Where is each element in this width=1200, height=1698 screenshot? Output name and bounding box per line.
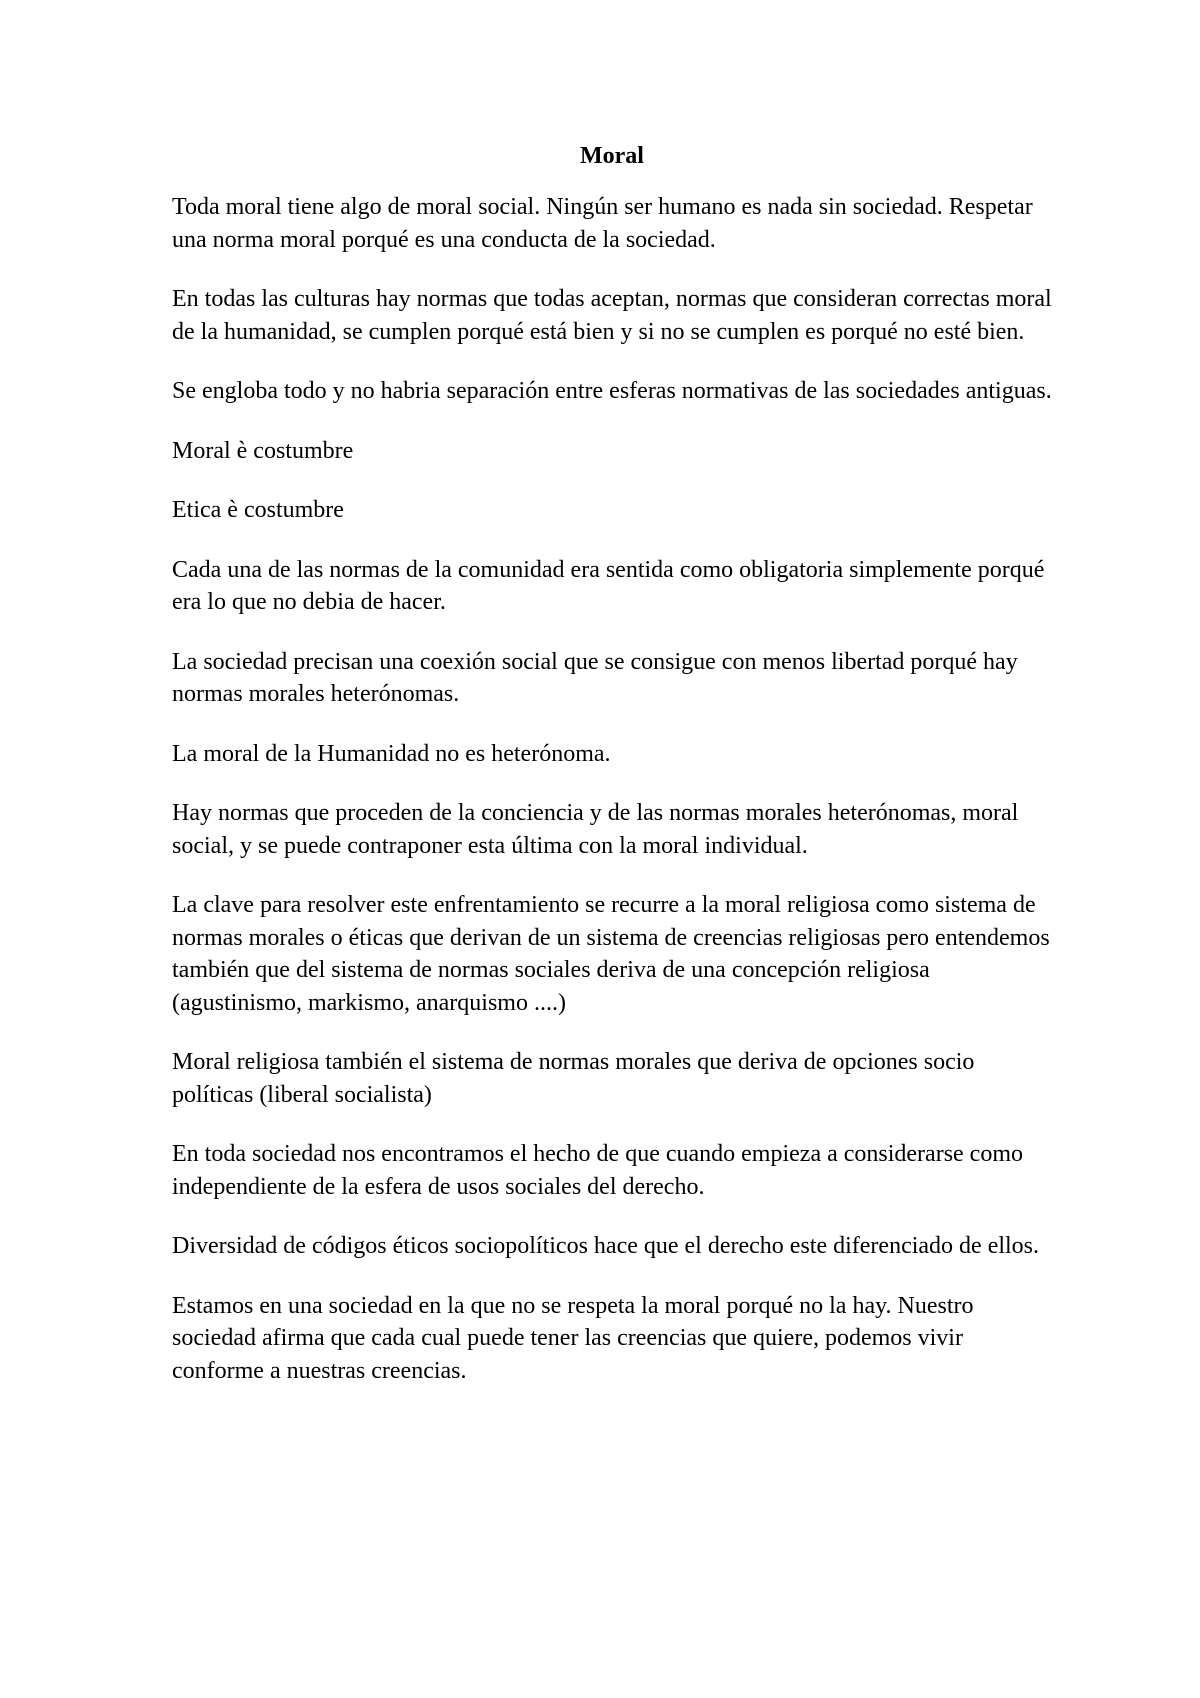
paragraph-9: Hay normas que proceden de la conciencia y de las normas morales heterónomas, moral social, y se puede contraponer esta última con la moral individual. [172,800,1019,859]
paragraph-14: Estamos en una sociedad en la que no se respeta la moral porqué no la hay. Nuestro sociedad afirma que cada cual puede tener las creencias que quiere, podemos vivir conforme a nuestras creencias. [172,1292,974,1384]
paragraph-1: Toda moral tiene algo de moral social. Ningún ser humano es nada sin sociedad. Respetar una norma moral porqué es una conducta de la sociedad. [172,194,1033,253]
paragraph-4: Moral è costumbre [172,437,354,464]
paragraph-7: La sociedad precisan una coexión social que se consigue con menos libertad porqué hay normas morales heterónomas. [172,648,1018,707]
page-title: Moral [580,143,644,169]
paragraph-3: Se engloba todo y no habria separación entre esferas normativas de las sociedades antiguas. [172,378,1052,404]
paragraph-12: En toda sociedad nos encontramos el hecho de que cuando empieza a considerarse como independiente de la esfera de usos sociales del derecho. [172,1141,1024,1200]
paragraph-5: Etica è costumbre [172,497,344,523]
paragraph-10: La clave para resolver este enfrentamiento se recurre a la moral religiosa como sistema de normas morales o éticas que derivan de un sistema de creencias religiosas pero entendemos también que del sistema de normas sociales deriva de una concepción religiosa (agustinismo, markismo, anarquismo ....) [172,892,1050,1016]
paragraph-6: Cada una de las normas de la comunidad era sentida como obligatoria simplemente porqué era lo que no debia de hacer. [172,556,1045,615]
paragraph-2: En todas las culturas hay normas que todas aceptan, normas que consideran correctas moral de la humanidad, se cumplen porqué está bien y si no se cumplen es porqué no esté bien. [172,286,1052,345]
document-body [172,140,1052,1414]
paragraph-11: Moral religiosa también el sistema de normas morales que deriva de opciones socio políticas (liberal socialista) [172,1049,975,1108]
paragraph-8: La moral de la Humanidad no es heterónoma. [172,740,611,767]
paragraph-13: Diversidad de códigos éticos sociopolíticos hace que el derecho este diferenciado de ellos. [172,1233,1040,1259]
